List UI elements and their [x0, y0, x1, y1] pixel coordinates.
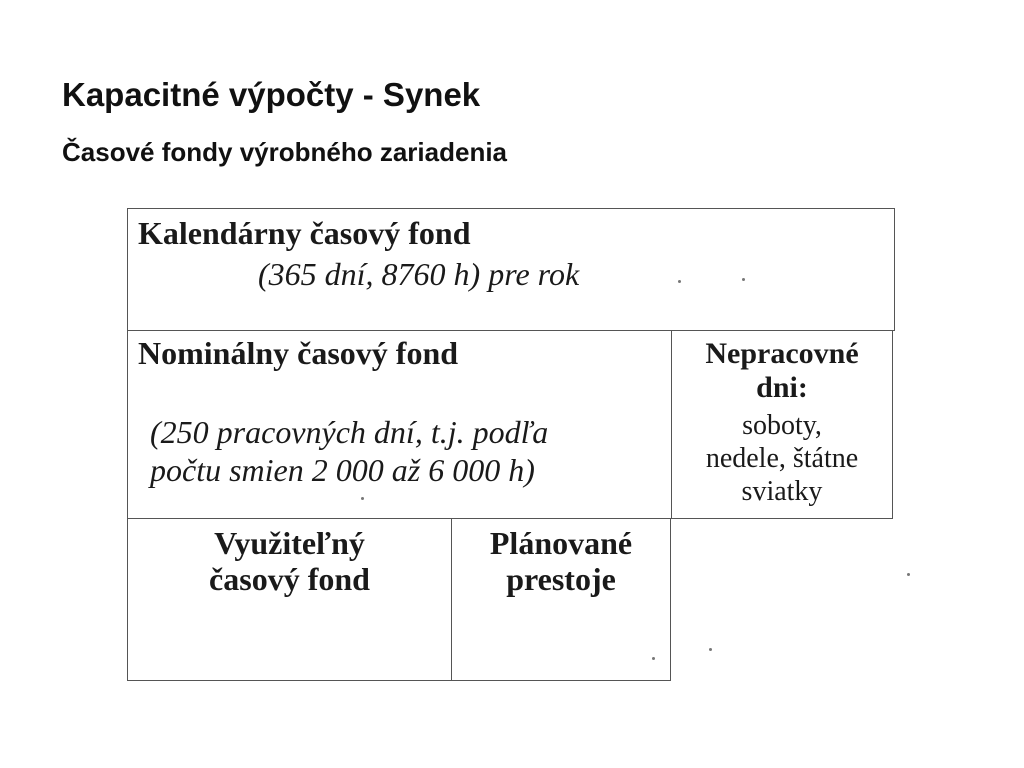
scan-speck	[742, 278, 745, 281]
nominal-note-line-1: (250 pracovných dní, t.j. podľa	[150, 414, 549, 450]
non-working-days-heading	[672, 337, 892, 405]
nominal-time-fund-note	[150, 413, 548, 489]
usable-time-fund-heading	[128, 525, 451, 597]
nominal-time-fund-heading: Nominálny časový fond	[138, 335, 459, 371]
planned-downtime-box	[451, 518, 671, 681]
non-working-days-heading-line-1: Nepracovné	[705, 337, 859, 370]
planned-downtime-heading	[452, 525, 670, 597]
non-working-days-heading-line-2: dni:	[756, 371, 808, 404]
planned-heading-line-2: prestoje	[506, 561, 616, 597]
scan-speck	[678, 280, 681, 283]
non-working-day-item: soboty,	[742, 410, 822, 441]
nominal-time-fund-box	[127, 330, 672, 519]
usable-heading-line-1: Využiteľný	[214, 525, 365, 561]
non-working-days-box	[671, 330, 893, 519]
scan-speck	[361, 497, 364, 500]
non-working-day-item: sviatky	[741, 476, 823, 507]
non-working-days-list	[672, 409, 892, 508]
scan-speck	[907, 573, 910, 576]
slide-title: Kapacitné výpočty - Synek	[62, 76, 481, 113]
calendar-time-fund-heading: Kalendárny časový fond	[138, 215, 471, 251]
usable-time-fund-box	[127, 518, 452, 681]
usable-heading-line-2: časový fond	[209, 561, 370, 597]
nominal-note-line-2: počtu smien 2 000 až 6 000 h)	[150, 452, 535, 488]
non-working-day-item: nedele, štátne	[705, 443, 859, 474]
calendar-time-fund-note: (365 dní, 8760 h) pre rok	[258, 256, 580, 292]
slide-subtitle: Časové fondy výrobného zariadenia	[62, 137, 508, 167]
scan-speck	[652, 657, 655, 660]
planned-heading-line-1: Plánované	[489, 525, 633, 561]
scan-speck	[709, 648, 712, 651]
calendar-time-fund-box	[127, 208, 895, 331]
